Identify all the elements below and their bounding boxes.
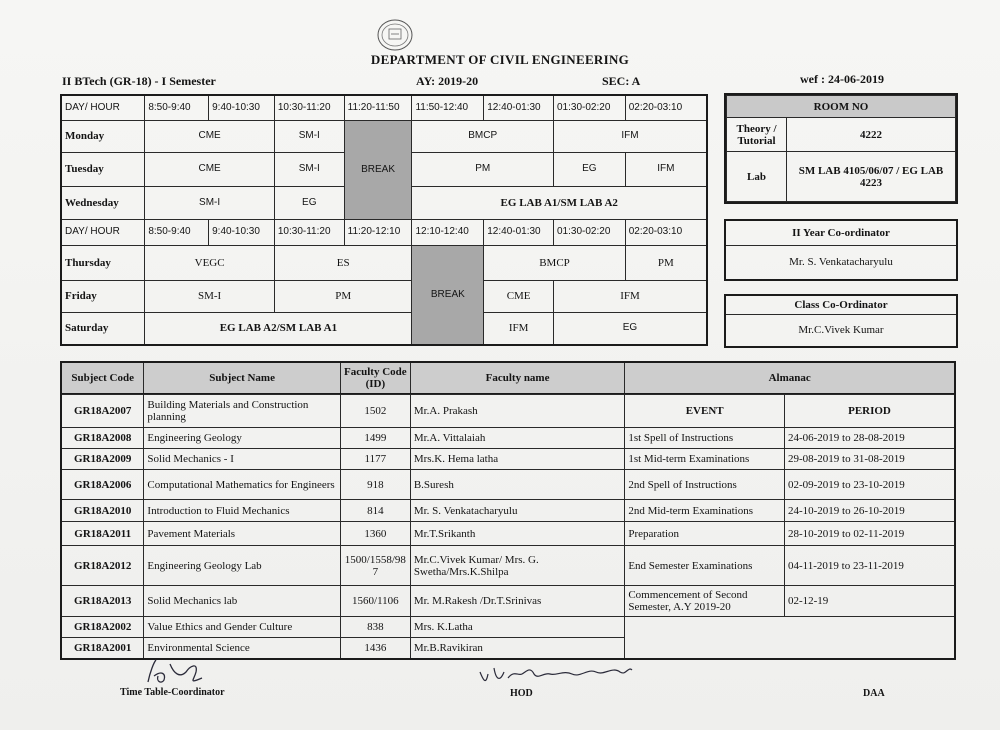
program-label: II BTech (GR-18) - I Semester xyxy=(62,74,216,88)
subject-code: GR18A2007 xyxy=(61,395,144,428)
slot: EG xyxy=(554,152,626,186)
room-title: ROOM NO xyxy=(727,96,956,118)
row-monday xyxy=(61,120,707,152)
table-row xyxy=(61,586,955,617)
day-label: Monday xyxy=(61,120,145,152)
wef-date: wef : 24-06-2019 xyxy=(800,72,884,86)
subject-name: Pavement Materials xyxy=(144,522,340,546)
faculty-name: Mr.A. Vittalaiah xyxy=(410,428,625,449)
almanac-period: 02-09-2019 to 23-10-2019 xyxy=(784,470,955,500)
slot: PM xyxy=(274,280,412,312)
faculty-name: Mr. S. Venkatacharyulu xyxy=(410,500,625,522)
college-seal-icon xyxy=(376,18,414,52)
hour-cell: 02:20-03:10 xyxy=(625,219,707,245)
faculty-code: 1436 xyxy=(340,638,410,659)
subject-almanac-table xyxy=(60,361,956,395)
slot: PM xyxy=(625,245,707,280)
year-coordinator-box xyxy=(724,219,958,281)
slot: IFM xyxy=(625,152,707,186)
period-header: PERIOD xyxy=(784,395,955,428)
faculty-name: Mrs. K.Latha xyxy=(410,617,625,638)
faculty-name: B.Suresh xyxy=(410,470,625,500)
slot: SM-I xyxy=(145,280,275,312)
almanac-event: 2nd Spell of Instructions xyxy=(625,470,785,500)
table-row xyxy=(61,470,955,500)
slot: SM-I xyxy=(274,152,344,186)
slot: PM xyxy=(412,152,554,186)
hour-cell: 9:40-10:30 xyxy=(209,95,275,120)
faculty-code: 1502 xyxy=(340,395,410,428)
slot: IFM xyxy=(484,312,554,345)
signature-hod: HOD xyxy=(510,688,533,699)
subject-code: GR18A2011 xyxy=(61,522,144,546)
subject-name: Introduction to Fluid Mechanics xyxy=(144,500,340,522)
table-row xyxy=(61,428,955,449)
almanac-event: 2nd Mid-term Examinations xyxy=(625,500,785,522)
slot: CME xyxy=(145,152,275,186)
slot: SM-I xyxy=(274,120,344,152)
faculty-code: 814 xyxy=(340,500,410,522)
year-coordinator-title: II Year Co-ordinator xyxy=(726,221,956,245)
subject-name: Environmental Science xyxy=(144,638,340,659)
room-table xyxy=(726,95,956,202)
header-faculty-name: Faculty name xyxy=(410,362,624,394)
lab-label: Lab xyxy=(727,152,787,202)
row-friday xyxy=(61,280,707,312)
subject-name: Building Materials and Construction planning xyxy=(144,395,340,428)
row-thursday xyxy=(61,245,707,280)
theory-room: 4222 xyxy=(787,118,956,152)
event-header: EVENT xyxy=(625,395,785,428)
almanac-event: 1st Mid-term Examinations xyxy=(625,449,785,470)
almanac-period: 02-12-19 xyxy=(784,586,955,617)
hour-cell: 8:50-9:40 xyxy=(145,95,209,120)
table-row xyxy=(61,546,955,586)
hour-row-1 xyxy=(61,95,707,120)
class-coordinator-table xyxy=(726,296,956,346)
hour-cell: 9:40-10:30 xyxy=(209,219,275,245)
slot: CME xyxy=(145,120,275,152)
almanac-title: Almanac xyxy=(625,362,955,394)
day-label: Friday xyxy=(61,280,145,312)
faculty-code: 1360 xyxy=(340,522,410,546)
faculty-name: Mr. M.Rakesh /Dr.T.Srinivas xyxy=(410,586,625,617)
hour-cell: DAY/ HOUR xyxy=(61,95,145,120)
hour-cell: 8:50-9:40 xyxy=(145,219,209,245)
table-row xyxy=(61,395,955,428)
lab-room: SM LAB 4105/06/07 / EG LAB 4223 xyxy=(787,152,956,202)
header-subject-name: Subject Name xyxy=(144,362,341,394)
almanac-period: 04-11-2019 to 23-11-2019 xyxy=(784,546,955,586)
table-row xyxy=(61,617,955,638)
year-coordinator-table xyxy=(726,221,956,279)
subject-header-row xyxy=(61,362,955,394)
faculty-name: Mrs.K. Hema latha xyxy=(410,449,625,470)
weekly-timetable xyxy=(60,94,708,346)
faculty-code: 1500/1558/987 xyxy=(340,546,410,586)
faculty-name: Mr.A. Prakash xyxy=(410,395,625,428)
faculty-name: Mr.B.Ravikiran xyxy=(410,638,625,659)
slot: IFM xyxy=(554,280,708,312)
subject-code: GR18A2012 xyxy=(61,546,144,586)
hour-cell: 12:40-01:30 xyxy=(484,219,554,245)
subject-code: GR18A2013 xyxy=(61,586,144,617)
hour-cell: 12:40-01:30 xyxy=(484,95,554,120)
subject-body-table xyxy=(60,394,956,660)
subject-name: Value Ethics and Gender Culture xyxy=(144,617,340,638)
slot: ES xyxy=(274,245,412,280)
subject-name: Engineering Geology Lab xyxy=(144,546,340,586)
slot: SM-I xyxy=(145,186,275,219)
coordinator-signature xyxy=(140,654,220,688)
hour-cell: 01:30-02:20 xyxy=(554,219,626,245)
faculty-code: 1177 xyxy=(340,449,410,470)
faculty-name: Mr.C.Vivek Kumar/ Mrs. G. Swetha/Mrs.K.Shilpa xyxy=(410,546,625,586)
class-coordinator-title: Class Co-Ordinator xyxy=(726,296,956,314)
almanac-period: 28-10-2019 to 02-11-2019 xyxy=(784,522,955,546)
table-row xyxy=(61,522,955,546)
break-cell: BREAK xyxy=(344,120,412,219)
slot: IFM xyxy=(554,120,708,152)
almanac-empty-cell xyxy=(625,617,955,659)
hod-signature xyxy=(478,660,638,690)
faculty-code: 838 xyxy=(340,617,410,638)
slot: EG xyxy=(274,186,344,219)
faculty-code: 918 xyxy=(340,470,410,500)
hour-cell: 11:50-12:40 xyxy=(412,95,484,120)
row-saturday xyxy=(61,312,707,345)
room-box xyxy=(724,93,958,204)
hour-cell: 11:20-12:10 xyxy=(344,219,412,245)
slot: EG xyxy=(554,312,708,345)
subject-code: GR18A2006 xyxy=(61,470,144,500)
academic-year: AY: 2019-20 xyxy=(416,74,479,88)
almanac-period: 29-08-2019 to 31-08-2019 xyxy=(784,449,955,470)
subject-name: Computational Mathematics for Engineers xyxy=(144,470,340,500)
slot: BMCP xyxy=(484,245,626,280)
signature-daa: DAA xyxy=(863,688,885,699)
slot: VEGC xyxy=(145,245,275,280)
theory-label: Theory / Tutorial xyxy=(727,118,787,152)
subject-code: GR18A2009 xyxy=(61,449,144,470)
hour-cell: 10:30-11:20 xyxy=(274,95,344,120)
subject-name: Engineering Geology xyxy=(144,428,340,449)
slot: EG LAB A1/SM LAB A2 xyxy=(412,186,707,219)
subject-code: GR18A2010 xyxy=(61,500,144,522)
faculty-name: Mr.T.Srikanth xyxy=(410,522,625,546)
hour-cell: 12:10-12:40 xyxy=(412,219,484,245)
almanac-event: 1st Spell of Instructions xyxy=(625,428,785,449)
signature-timetable-coordinator: Time Table-Coordinator xyxy=(120,687,225,698)
day-label: Thursday xyxy=(61,245,145,280)
almanac-event: End Semester Examinations xyxy=(625,546,785,586)
table-row xyxy=(61,449,955,470)
faculty-code: 1560/1106 xyxy=(340,586,410,617)
day-label: Tuesday xyxy=(61,152,145,186)
hour-cell: 10:30-11:20 xyxy=(274,219,344,245)
header-subject-code: Subject Code xyxy=(61,362,144,394)
almanac-event: Commencement of Second Semester, A.Y 2019-20 xyxy=(625,586,785,617)
break-cell: BREAK xyxy=(412,245,484,345)
hour-row-2 xyxy=(61,219,707,245)
class-coordinator-name: Mr.C.Vivek Kumar xyxy=(798,324,884,337)
year-coordinator-name: Mr. S. Venkatacharyulu xyxy=(789,256,893,269)
almanac-period: 24-06-2019 to 28-08-2019 xyxy=(784,428,955,449)
class-coordinator-box xyxy=(724,294,958,348)
faculty-code: 1499 xyxy=(340,428,410,449)
slot: CME xyxy=(484,280,554,312)
table-row xyxy=(61,500,955,522)
section-label: SEC: A xyxy=(602,74,641,88)
day-label: Saturday xyxy=(61,312,145,345)
hour-cell: 11:20-11:50 xyxy=(344,95,412,120)
slot: BMCP xyxy=(412,120,554,152)
hour-cell: DAY/ HOUR xyxy=(61,219,145,245)
almanac-period: 24-10-2019 to 26-10-2019 xyxy=(784,500,955,522)
hour-cell: 01:30-02:20 xyxy=(554,95,626,120)
header-faculty-code: Faculty Code (ID) xyxy=(340,362,410,394)
subject-name: Solid Mechanics - I xyxy=(144,449,340,470)
subject-code: GR18A2008 xyxy=(61,428,144,449)
subject-code: GR18A2001 xyxy=(61,638,144,659)
hour-cell: 02:20-03:10 xyxy=(625,95,707,120)
almanac-event: Preparation xyxy=(625,522,785,546)
day-label: Wednesday xyxy=(61,186,145,219)
subject-code: GR18A2002 xyxy=(61,617,144,638)
department-title: DEPARTMENT OF CIVIL ENGINEERING xyxy=(370,52,630,67)
subject-name: Solid Mechanics lab xyxy=(144,586,340,617)
slot: EG LAB A2/SM LAB A1 xyxy=(145,312,412,345)
